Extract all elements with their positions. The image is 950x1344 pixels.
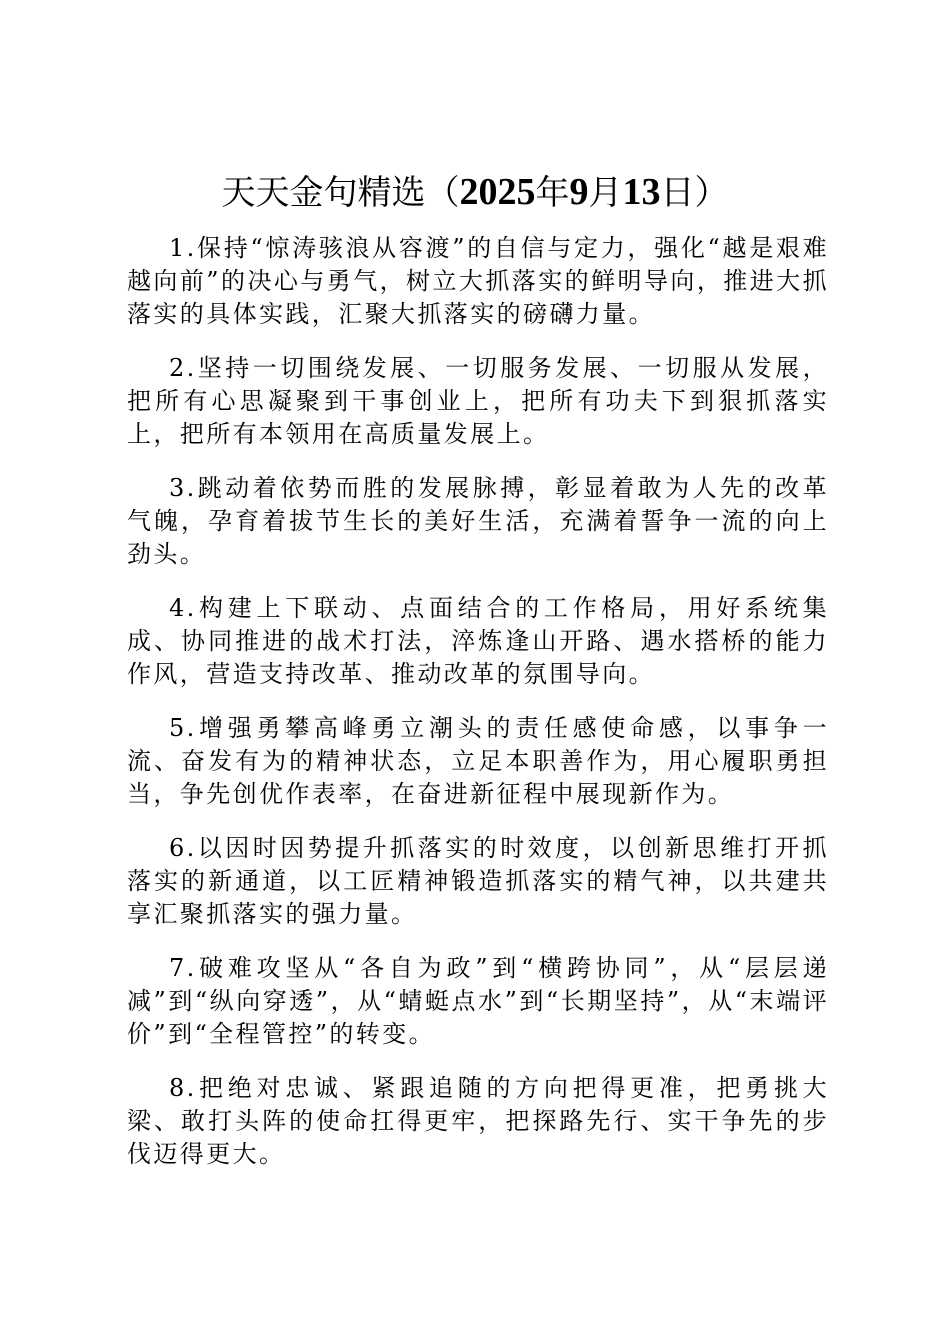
title-year: 2025 — [459, 171, 536, 213]
paragraph-8: 8.把绝对忠诚、紧跟追随的方向把得更准，把勇挑大梁、敢打头阵的使命扛得更牢，把探路先行、实干争先的步伐迈得更大。 — [127, 1074, 829, 1168]
title-month: 9 — [569, 171, 589, 213]
paragraph-7: 7.破难攻坚从“各自为政”到“横跨协同”，从“层层递减”到“纵向穿透”，从“蜻蜓点水”到“长期坚持”，从“末端评价”到“全程管控”的转变。 — [127, 954, 829, 1048]
paragraph-3: 3.跳动着依势而胜的发展脉搏，彰显着敢为人先的改革气魄，孕育着拔节生长的美好生活，充满着誓争一流的向上劲头。 — [127, 474, 829, 568]
paragraph-1: 1.保持“惊涛骇浪从容渡”的自信与定力，强化“越是艰难越向前”的决心与勇气，树立大抓落实的鲜明导向，推进大抓落实的具体实践，汇聚大抓落实的磅礴力量。 — [127, 234, 829, 328]
paragraph-6: 6.以因时因势提升抓落实的时效度，以创新思维打开抓落实的新通道，以工匠精神锻造抓落实的精气神，以共建共享汇聚抓落实的强力量。 — [127, 834, 829, 928]
title-suffix: 日） — [660, 173, 729, 213]
document-body — [127, 232, 829, 1192]
document-title — [0, 170, 950, 215]
paragraph-5: 5.增强勇攀高峰勇立潮头的责任感使命感，以事争一流、奋发有为的精神状态，立足本职善作为，用心履职勇担当，争先创优作表率，在奋进新征程中展现新作为。 — [127, 714, 829, 808]
paragraph-4: 4.构建上下联动、点面结合的工作格局，用好系统集成、协同推进的战术打法，淬炼逢山开路、遇水搭桥的能力作风，营造支持改革、推动改革的氛围导向。 — [127, 594, 829, 688]
title-prefix: 天天金句精选（ — [221, 173, 460, 213]
title-year-unit: 年 — [535, 173, 570, 213]
title-day: 13 — [622, 171, 661, 213]
paragraph-2: 2.坚持一切围绕发展、一切服务发展、一切服从发展，把所有心思凝聚到干事创业上，把所有功夫下到狠抓落实上，把所有本领用在高质量发展上。 — [127, 354, 829, 448]
title-month-unit: 月 — [588, 173, 623, 213]
